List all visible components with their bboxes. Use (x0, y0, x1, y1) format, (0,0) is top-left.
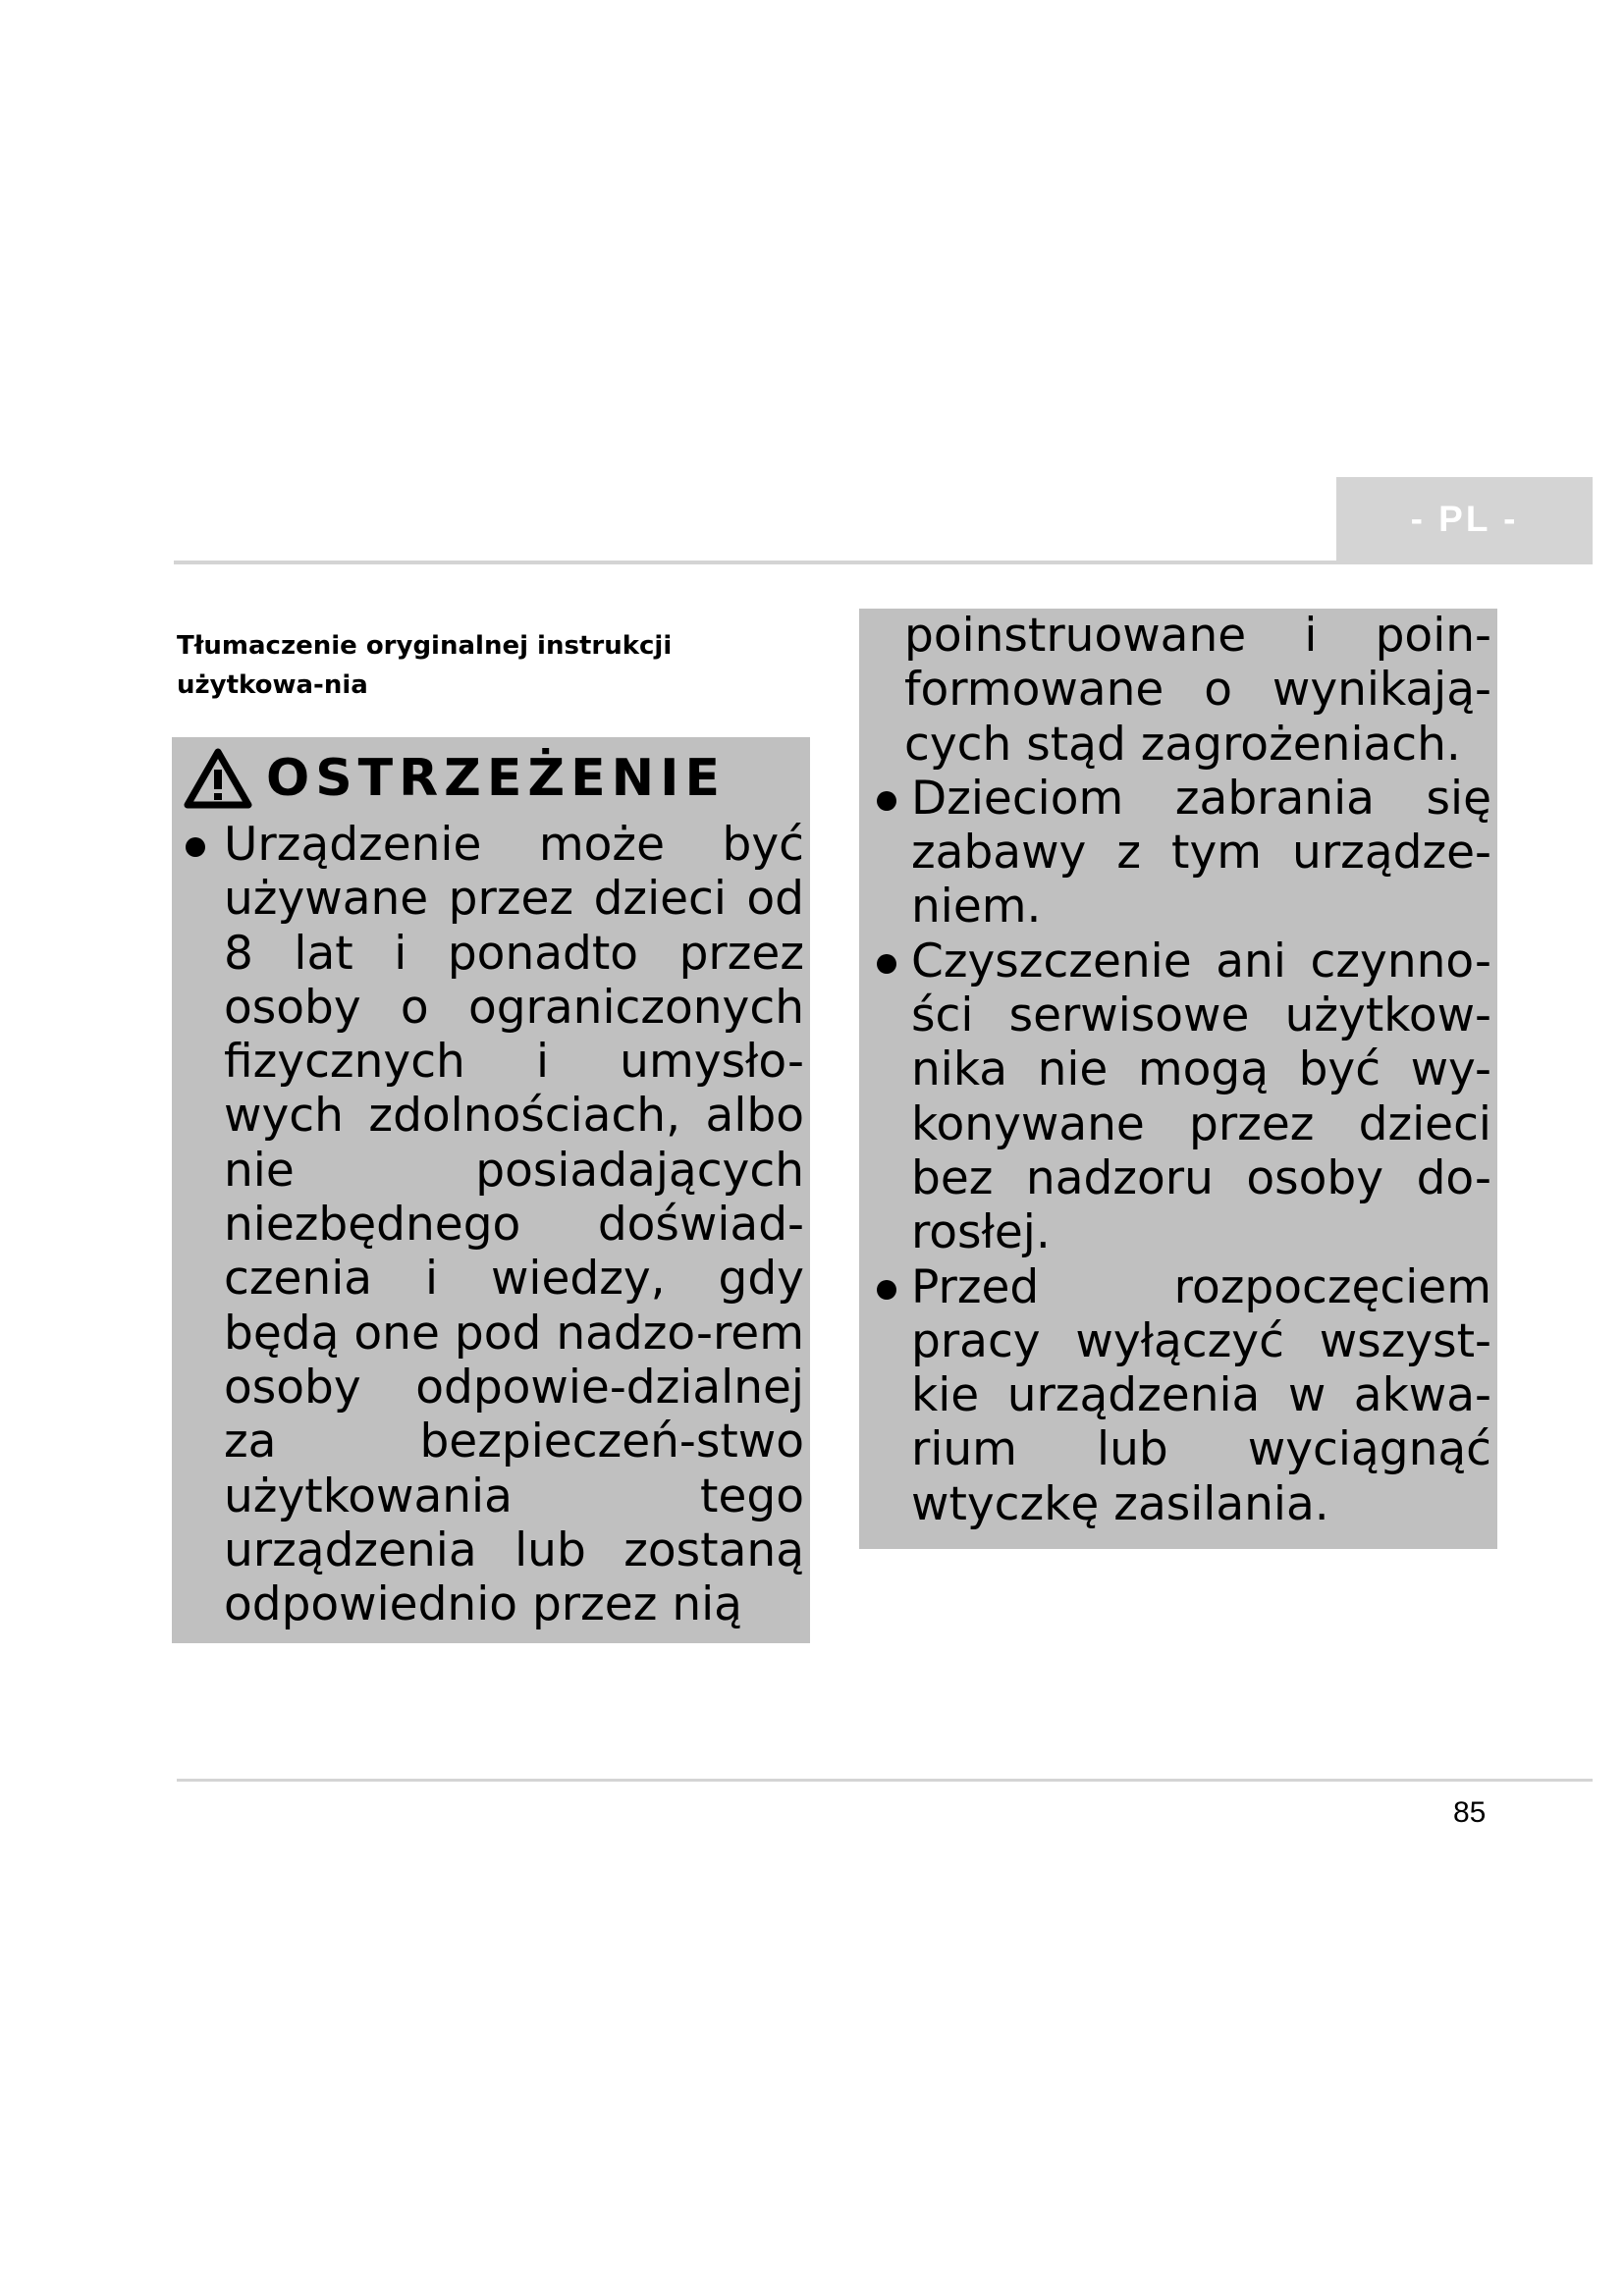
warning-item-text: Urządzenie może być używane przez dzieci od 8 lat i ponadto przez osoby o ograniczonych fizycznych i umysło-wych zdolnościach, albo nie posiadających niezbędnego doświad-czenia i wiedzy, gdy będą one pod nadzo-rem osoby odpowie-dzialnej za bezpieczeń-stwo użytkowania tego urządzenia lub zostaną odpowiednio przez nią (224, 818, 804, 1632)
warning-box-left (172, 737, 810, 1643)
bullet-icon (877, 791, 896, 811)
header-divider (174, 561, 1593, 564)
warning-triangle-icon (184, 748, 252, 809)
warning-item (867, 772, 1497, 934)
warning-item-text: Dzieciom zabrania się zabawy z tym urządze-niem. (911, 771, 1491, 934)
footer-divider (177, 1779, 1593, 1782)
document-title: Tłumaczenie oryginalnej instrukcji użytkowa-nia (177, 631, 673, 700)
page-number: 85 (1453, 1796, 1487, 1829)
warning-item-text: Przed rozpoczęciem pracy wyłączyć wszyst-kie urządzenia w akwa-rium lub wyciągnąć wtyczkę zasilania. (911, 1259, 1491, 1531)
warning-item (867, 934, 1497, 1260)
warning-item-text: poinstruowane i poin-formowane o wynikają-cych stąd zagrożeniach. (904, 609, 1491, 772)
warning-title: OSTRZEŻENIE (266, 749, 727, 808)
bullet-icon (877, 954, 896, 974)
warning-box-right (859, 609, 1497, 1549)
warning-item-text: Czyszczenie ani czynno-ści serwisowe użytkow-nika nie mogą być wy-konywane przez dzieci bez nadzoru osoby do-rosłej. (911, 934, 1491, 1260)
warning-list-right (867, 609, 1497, 1531)
warning-heading (180, 739, 810, 818)
language-tab: - PL - (1336, 477, 1593, 564)
bullet-icon (877, 1280, 896, 1300)
warning-item (867, 1260, 1497, 1531)
warning-item-continuation (867, 609, 1497, 772)
bullet-icon (186, 837, 205, 857)
warning-item (180, 818, 810, 1631)
warning-list-left (180, 818, 810, 1631)
